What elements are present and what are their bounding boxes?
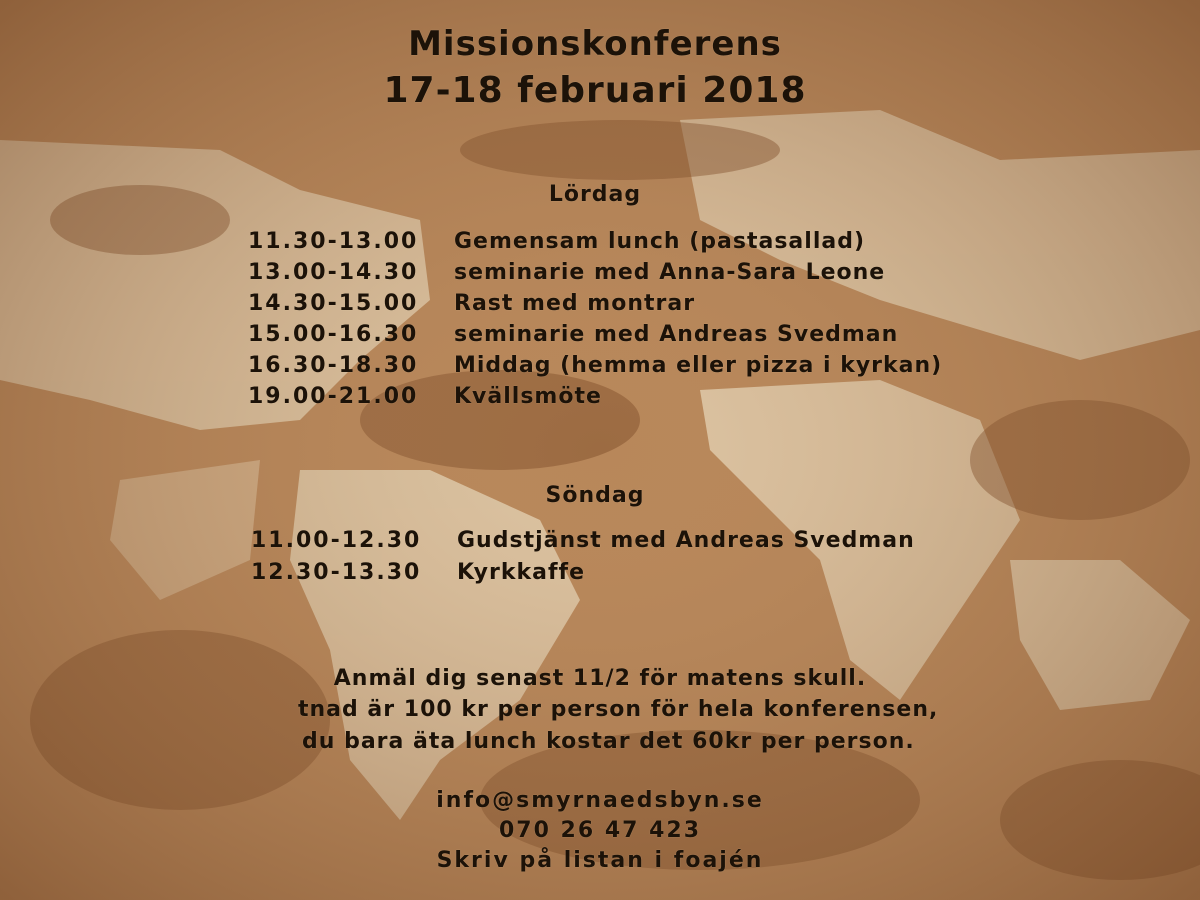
schedule-activity: Kvällsmöte	[454, 384, 602, 409]
schedule-time: 13.00-14.30	[248, 260, 419, 285]
registration-deadline: Anmäl dig senast 11/2 för matens skull.	[333, 666, 867, 691]
contact-email: info@smyrnaedsbyn.se	[436, 788, 764, 813]
schedule-time: 12.30-13.30	[251, 560, 422, 585]
sunday-heading: Söndag	[545, 483, 645, 508]
schedule-activity: Rast med montrar	[454, 291, 696, 316]
event-title: Missionskonferens	[408, 24, 782, 64]
schedule-activity: Kyrkkaffe	[457, 560, 586, 585]
event-dates: 17-18 februari 2018	[383, 70, 807, 111]
contact-phone: 070 26 47 423	[498, 818, 702, 843]
schedule-time: 19.00-21.00	[248, 384, 419, 409]
schedule-activity: Gemensam lunch (pastasallad)	[454, 229, 866, 254]
schedule-time: 11.00-12.30	[251, 528, 422, 553]
schedule-time: 16.30-18.30	[248, 353, 419, 378]
schedule-activity: Gudstjänst med Andreas Svedman	[457, 528, 915, 553]
registration-cost: tnad är 100 kr per person för hela konferensen,	[298, 697, 939, 722]
schedule-time: 11.30-13.00	[248, 229, 419, 254]
saturday-heading: Lördag	[548, 182, 642, 207]
schedule-time: 14.30-15.00	[248, 291, 419, 316]
schedule-activity: Middag (hemma eller pizza i kyrkan)	[454, 353, 943, 378]
signup-list-note: Skriv på listan i foajén	[436, 848, 764, 873]
schedule-activity: seminarie med Andreas Svedman	[454, 322, 899, 347]
schedule-activity: seminarie med Anna-Sara Leone	[454, 260, 886, 285]
schedule-time: 15.00-16.30	[248, 322, 419, 347]
registration-lunch-cost: du bara äta lunch kostar det 60kr per person.	[302, 729, 915, 754]
